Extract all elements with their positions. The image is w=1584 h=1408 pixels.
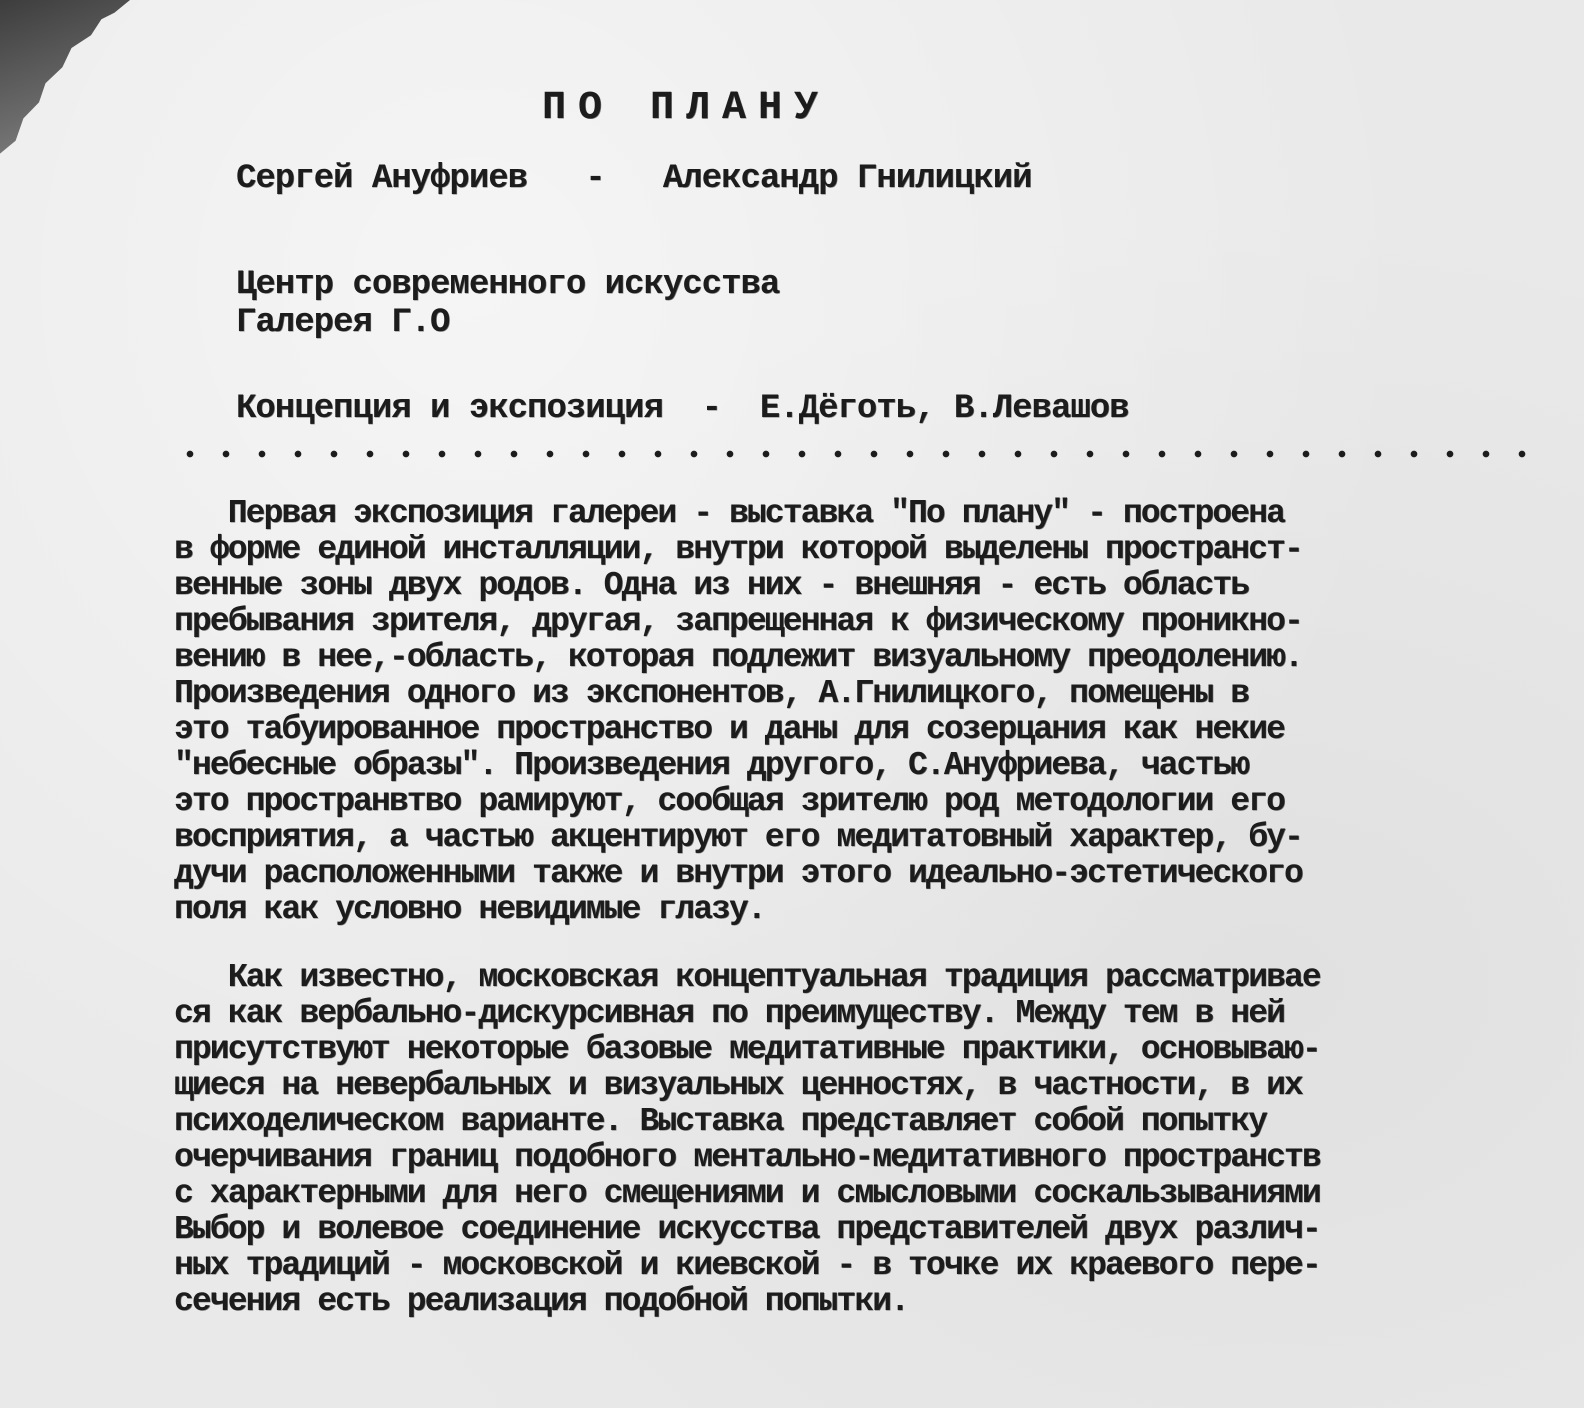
paragraph bbox=[174, 960, 1320, 1320]
text-line: в форме единой инсталляции, внутри которой выделены пространст- bbox=[174, 531, 1302, 568]
venue-line: Центр современного искусства bbox=[236, 266, 780, 304]
text-line: пребывания зрителя, другая, запрещенная к физическому проникно- bbox=[174, 603, 1302, 640]
text-line: Выбор и волевое соединение искусства представителей двух различ- bbox=[174, 1211, 1320, 1248]
authors-line: Сергей Ануфриев - Александр Гнилицкий bbox=[236, 160, 1032, 198]
text-line: "небесные образы". Произведения другого, С.Ануфриева, частью bbox=[174, 747, 1249, 784]
text-line: это пространвтво рамируют, сообщая зрителю род методологии его bbox=[174, 783, 1285, 820]
dotted-separator bbox=[172, 442, 1552, 466]
document-title: ПО ПЛАНУ bbox=[542, 86, 831, 131]
torn-corner-shadow bbox=[0, 0, 130, 160]
text-line: присутствуют некоторые базовые медитативные практики, основываю- bbox=[174, 1031, 1320, 1068]
text-line: это табуированное пространство и даны для созерцания как некие bbox=[174, 711, 1285, 748]
text-line: ных традиций - московской и киевской - в точке их краевого пере- bbox=[174, 1247, 1320, 1284]
text-line: восприятия, а частью акцентируют его медитатовный характер, бу- bbox=[174, 819, 1302, 856]
paragraph bbox=[174, 496, 1302, 928]
text-line: Произведения одного из экспонентов, А.Гнилицкого, помещены в bbox=[174, 675, 1249, 712]
text-line: очерчивания границ подобного ментально-медитативного пространств bbox=[174, 1139, 1320, 1176]
venue-block bbox=[236, 266, 779, 342]
text-line: ся как вербально-дискурсивная по преимуществу. Между тем в ней bbox=[174, 995, 1285, 1032]
text-line: Как известно, московская концептуальная традиция рассматривае bbox=[174, 959, 1320, 996]
venue-line: Галерея Г.О bbox=[236, 304, 450, 342]
text-line: поля как условно невидимые глазу. bbox=[174, 891, 765, 928]
text-line: психоделическом варианте. Выставка представляет собой попытку bbox=[174, 1103, 1267, 1140]
text-line: щиеся на невербальных и визуальных ценностях, в частности, в их bbox=[174, 1067, 1302, 1104]
text-line: дучи расположенными также и внутри этого идеально-эстетического bbox=[174, 855, 1302, 892]
text-line: с характерными для него смещениями и смысловыми соскальзываниями bbox=[174, 1175, 1320, 1212]
text-line: вению в нее,-область, которая подлежит визуальному преодолению. bbox=[174, 639, 1302, 676]
text-line: сечения есть реализация подобной попытки. bbox=[174, 1283, 909, 1320]
text-line: венные зоны двух родов. Одна из них - внешняя - есть область bbox=[174, 567, 1249, 604]
concept-line: Концепция и экспозиция - Е.Дёготь, В.Левашов bbox=[236, 390, 1129, 428]
text-line: Первая экспозиция галереи - выставка "По плану" - построена bbox=[174, 495, 1285, 532]
